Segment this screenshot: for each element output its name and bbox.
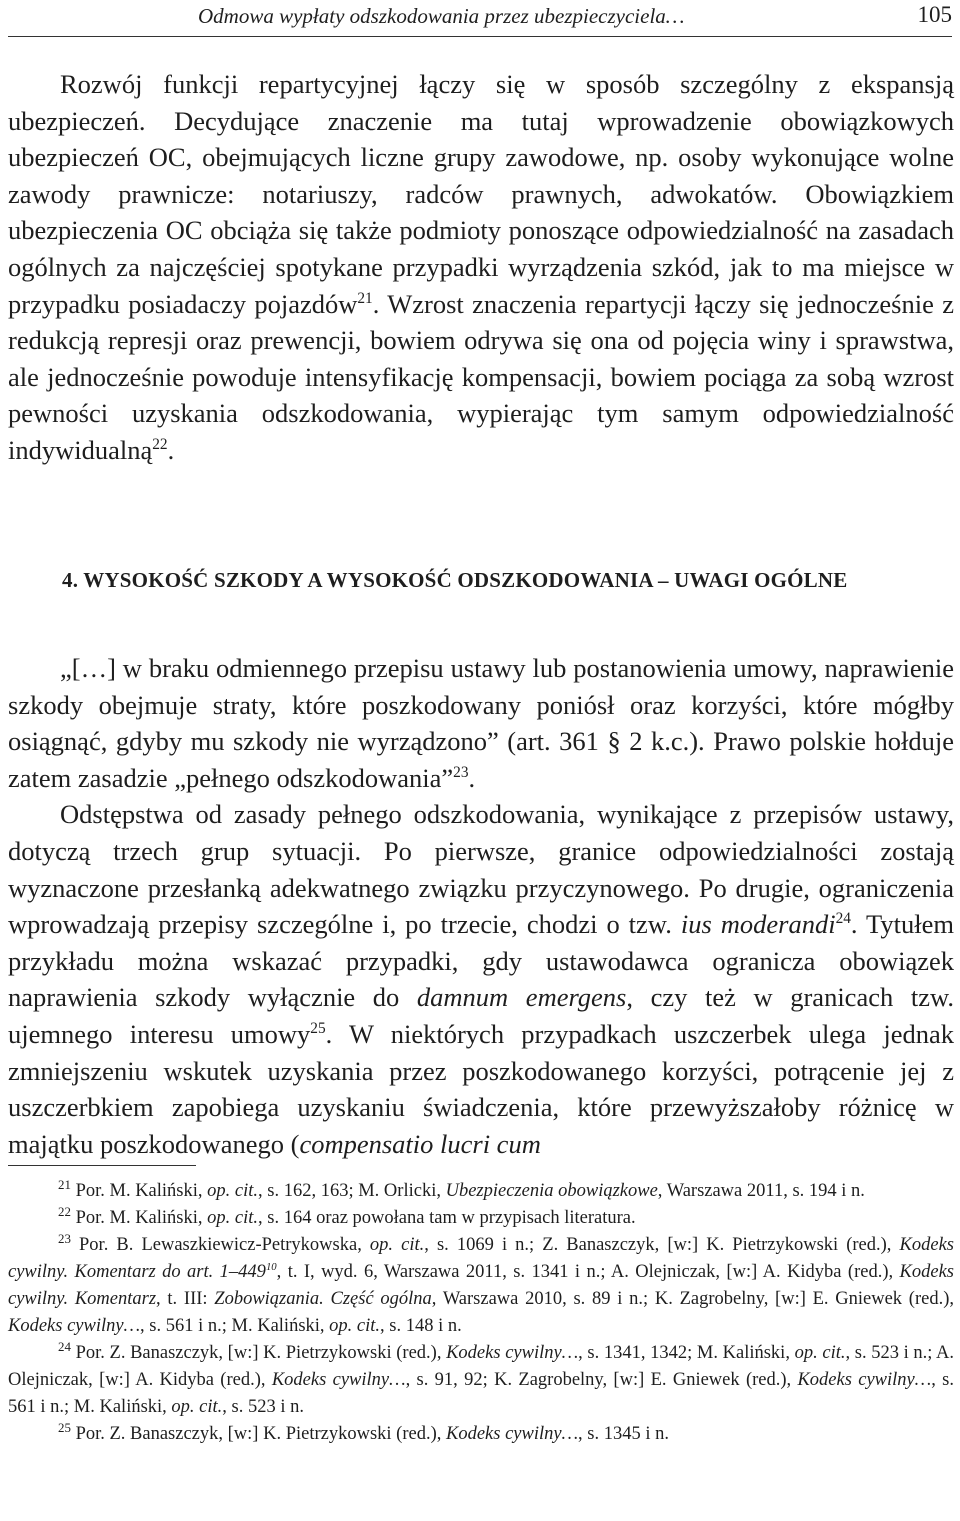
footnote-text: , Warszawa 2010, s. 89 i n.; K. Zagrobelny, [w:] E. Gniewek (red.), (431, 1289, 954, 1309)
footnote-number: 22 (58, 1203, 71, 1219)
section-heading: 4. WYSOKOŚĆ SZKODY A WYSOKOŚĆ ODSZKODOWANIA – UWAGI OGÓLNE (62, 568, 848, 592)
footnote-text: , s. 1069 i n.; Z. Banaszczyk, [w:] K. Pietrzykowski (red.), (424, 1235, 900, 1255)
running-head-title: Odmowa wypłaty odszkodowania przez ubezpieczyciela… (198, 4, 685, 28)
footnote-text: , t. III: (156, 1289, 215, 1309)
footnote-separator (8, 1165, 196, 1166)
footnote-italic: Kodeks cywilny… (8, 1316, 141, 1336)
footnote-text: Por. Z. Banaszczyk, [w:] K. Pietrzykowski (red.), (70, 1343, 447, 1363)
footnote-ref-23[interactable]: 23 (453, 763, 469, 781)
footnote-italic: op. cit. (369, 1235, 425, 1255)
footnote-ref-25[interactable]: 25 (310, 1020, 326, 1038)
footnote-italic: op. cit. (171, 1397, 223, 1417)
paragraph-1 (8, 66, 954, 469)
footnote-text: , s. 162, 163; M. Orlicki, (258, 1181, 446, 1201)
paragraph-repartition (8, 66, 954, 469)
footnote-21 (8, 1178, 954, 1205)
footnote-italic: Kodeks cywilny. Komentarz do art. 1–449 (8, 1235, 954, 1282)
paragraph-2-text-a: „[…] w braku odmiennego przepisu ustawy lub postanowienia umowy, naprawienie szkody obejmuje straty, które poszkodowany poniósł oraz korzyści, które mógłby osiągnąć, gdyby mu szkody nie wyrządzono” (art. 361 § 2 k.c.). Prawo polskie hołduje zatem zasadzie „pełnego odszkodowania” (8, 653, 954, 793)
term-damnum-emergens: damnum emergens (416, 982, 627, 1013)
paragraph-2-text-b: . (468, 762, 476, 793)
paragraph-3-text-d: . W niektórych przypadkach uszczerbek ulega jednak zmniejszeniu wskutek uzyskania przez poszkodowanego korzyści, potrącenie jej z uszczerbkiem zapobiega uzyskaniu świadczenia, które przewyższałoby różnicę w majątku poszkodowanego ( (8, 1018, 954, 1159)
footnote-italic-sup: 10 (265, 1260, 277, 1273)
footnote-text: , s. 561 i n.; M. Kaliński, (8, 1370, 954, 1417)
running-head (8, 0, 952, 37)
footnote-text: Por. B. Lewaszkiewicz-Petrykowska, (70, 1235, 370, 1255)
footnote-italic: Zobowiązania. Część ogólna (214, 1289, 432, 1309)
footnote-25 (8, 1421, 954, 1448)
footnote-italic: Ubezpieczenia obowiązkowe (445, 1181, 658, 1201)
term-ius-moderandi: ius moderandi (680, 909, 836, 940)
footnote-number: 25 (58, 1419, 71, 1435)
footnote-24 (8, 1340, 954, 1421)
footnote-italic: op. cit. (329, 1316, 381, 1336)
paragraph-2 (8, 650, 954, 796)
page-number: 105 (917, 2, 952, 27)
footnote-ref-24[interactable]: 24 (835, 910, 851, 928)
footnote-italic: Kodeks cywilny… (797, 1370, 932, 1390)
footnote-italic: op. cit. (207, 1208, 259, 1228)
footnote-italic: Kodeks cywilny. Komentarz (8, 1262, 954, 1309)
footnote-text: Por. M. Kaliński, (70, 1181, 208, 1201)
paragraph-1-text-b: . Wzrost znaczenia repartycji łączy się jednocześnie z redukcją represji oraz prewencji, bowiem odrywa się ona od pojęcia winy i sprawstwa, ale jednocześnie powoduje intensyfikację kompensacji, bowiem pociąga za sobą wzrost pewności uzyskania odszkodowania, wypierając tym samym odpowiedzialność indywidualną (8, 288, 954, 465)
footnote-italic: op. cit. (794, 1343, 846, 1363)
footnote-23 (8, 1232, 954, 1340)
footnote-22 (8, 1205, 954, 1232)
footnote-number: 24 (58, 1338, 71, 1354)
footnote-text: , s. 91, 92; K. Zagrobelny, [w:] E. Gniewek (red.), (405, 1370, 798, 1390)
footnote-text: Por. M. Kaliński, (70, 1208, 208, 1228)
paragraph-1-text-a: Rozwój funkcji repartycyjnej łączy się w sposób szczególny z ekspansją ubezpieczeń. Decydujące znaczenie ma tutaj wprowadzenie obowiązkowych ubezpieczeń OC, obejmujących liczne grupy zawodowe, np. osoby wykonujące wolne zawody prawnicze: notariuszy, radców prawnych, adwokatów. Obowiązkiem ubezpieczenia OC obciąża się także podmioty ponoszące odpowiedzialność na zasadach ogólnych za najczęściej spotykane przypadki wyrządzenia szkód, jak to ma miejsce w przypadku posiadaczy pojazdów (8, 69, 954, 319)
term-compensatio: compensatio lucri cum (299, 1128, 541, 1159)
footnote-text: , s. 523 i n.; A. Olejniczak, [w:] A. Kidyba (red.), (8, 1343, 954, 1390)
footnote-number: 23 (58, 1230, 71, 1246)
footnote-text: , s. 523 i n. (222, 1397, 305, 1417)
paragraph-3-text-c: , czy też w granicach tzw. ujemnego interesu umowy (8, 982, 954, 1049)
footnote-text: , s. 148 i n. (380, 1316, 462, 1336)
footnote-italic: Kodeks cywilny… (271, 1370, 406, 1390)
footnote-text: , t. I, wyd. 6, Warszawa 2011, s. 1341 i n.; A. Olejniczak, [w:] A. Kidyba (red.), (276, 1262, 900, 1282)
footnote-ref-21[interactable]: 21 (357, 289, 373, 307)
section-body (8, 650, 954, 1162)
footnote-ref-22[interactable]: 22 (152, 436, 168, 454)
paragraph-3-text-a: Odstępstwa od zasady pełnego odszkodowania, wynikające z przepisów ustawy, dotyczą trzech grup sytuacji. Po pierwsze, granice odpowiedzialności zostają wyznaczone przesłanką adekwatnego związku przyczynowego. Po drugie, ograniczenia wprowadzają przepisy szczególne i, po trzecie, chodzi o tzw. (8, 799, 954, 940)
footnote-italic: op. cit. (207, 1181, 259, 1201)
paragraph-1-text-c: . (167, 434, 175, 465)
footnote-italic: Kodeks cywilny… (446, 1424, 579, 1444)
footnote-text: , s. 561 i n.; M. Kaliński, (140, 1316, 330, 1336)
footnote-text: , s. 1345 i n. (578, 1424, 670, 1444)
footnote-text: Por. Z. Banaszczyk, [w:] K. Pietrzykowski (red.), (70, 1424, 446, 1444)
footnotes (8, 1178, 954, 1448)
footnote-text: , Warszawa 2011, s. 194 i n. (657, 1181, 865, 1201)
footnote-text: , s. 164 oraz powołana tam w przypisach literatura. (258, 1208, 636, 1228)
footnote-text: , s. 1341, 1342; M. Kaliński, (578, 1343, 795, 1363)
paragraph-3-text-b: . Tytułem przykładu można wskazać przypadki, gdy ustawodawca ogranicza obowiązek naprawienia szkody wyłącznie do (8, 909, 954, 1013)
paragraph-3 (8, 796, 954, 1162)
footnote-italic: Kodeks cywilny… (446, 1343, 579, 1363)
footnote-number: 21 (58, 1176, 71, 1192)
